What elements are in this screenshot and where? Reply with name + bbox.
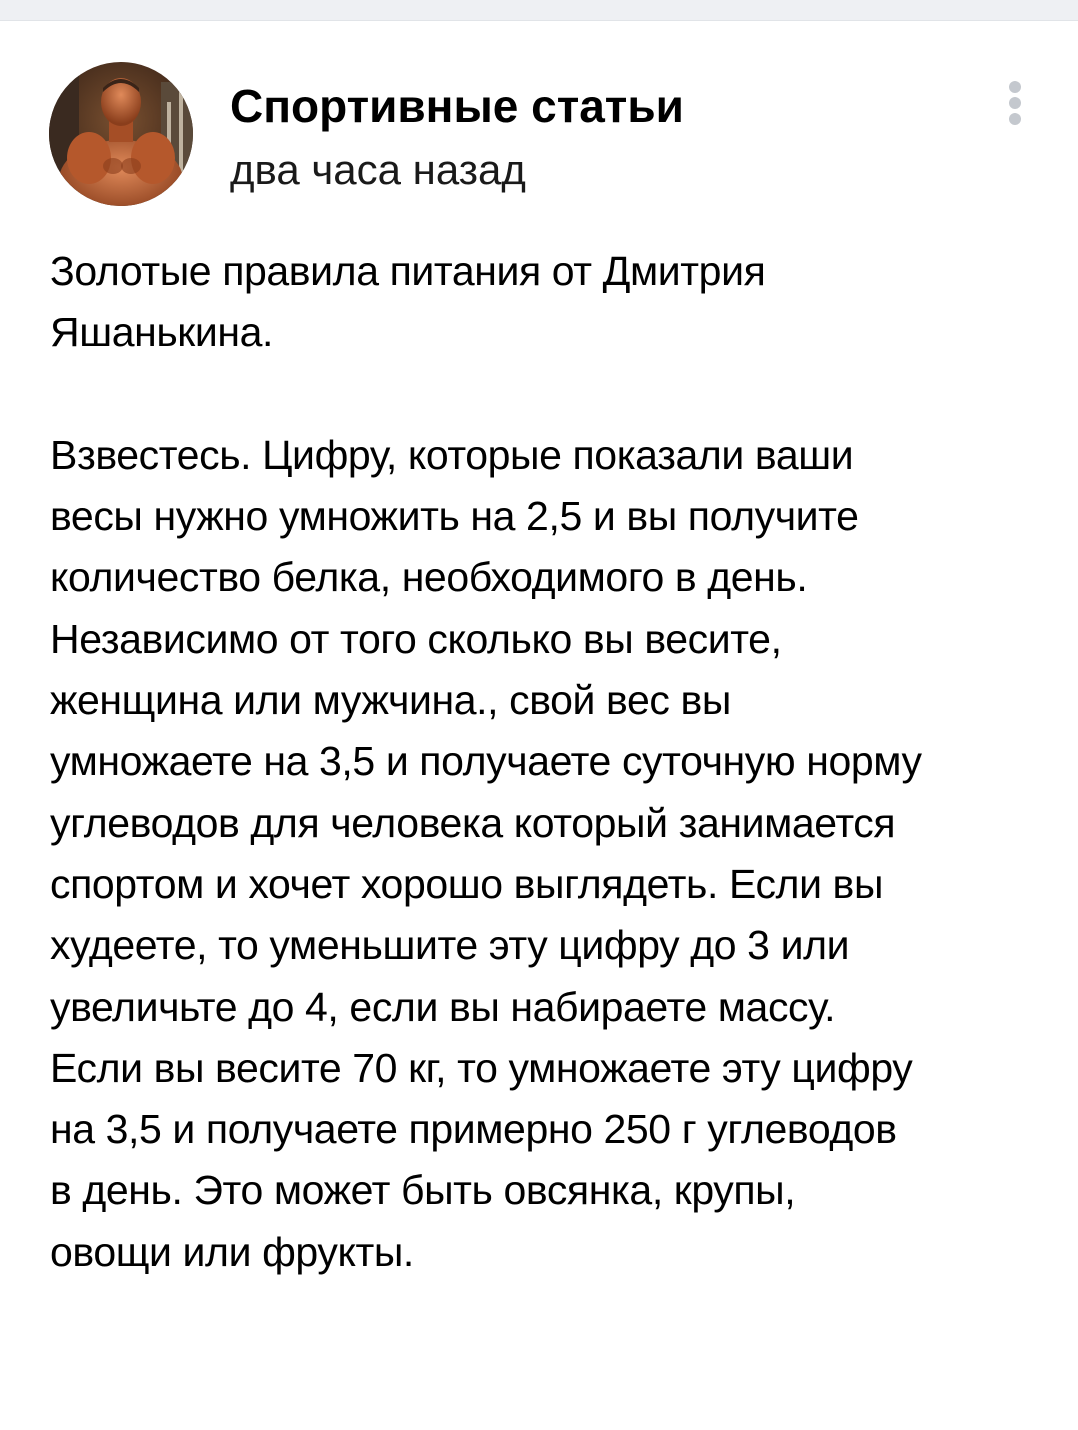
author-avatar[interactable] [49,62,193,206]
post-title-line: Золотые правила питания от Дмитрия [50,248,766,294]
post-body-line: в день. Это может быть овсянка, крупы, [50,1167,796,1214]
post-body-line: углеводов для человека который занимается [50,799,896,846]
post-body-line: женщина или мужчина., свой вес вы [50,677,731,724]
post-time[interactable]: два часа назад [230,146,526,193]
post-body-line: Взвестесь. Цифру, которые показали ваши [50,431,854,478]
post-body-line: на 3,5 и получаете примерно 250 г углеводов [50,1106,897,1153]
more-options-button[interactable] [995,73,1035,133]
post-body-line: овощи или фрукты. [50,1228,414,1275]
post-body-line: количество белка, необходимого в день. [50,554,808,601]
top-strip [0,0,1078,21]
post-title-line: Яшанькина. [50,309,273,356]
post-body-line: Независимо от того сколько вы весите, [50,615,782,662]
post-body-line: умножаете на 3,5 и получаете суточную норму [50,738,922,785]
post-body-line: спортом и хочет хорошо выглядеть. Если вы [50,860,884,907]
post-card [0,21,1078,1430]
post-body-line: увеличьте до 4, если вы набираете массу. [50,983,836,1030]
post-body-line: Если вы весите 70 кг, то умножаете эту цифру [50,1044,913,1091]
post-body-line: худеете, то уменьшите эту цифру до 3 или [50,922,850,969]
author-name[interactable]: Спортивные статьи [230,80,684,132]
bodybuilder-avatar-image [49,62,193,206]
post-text [50,241,1040,1283]
post-body-line: весы нужно умножить на 2,5 и вы получите [50,493,859,540]
